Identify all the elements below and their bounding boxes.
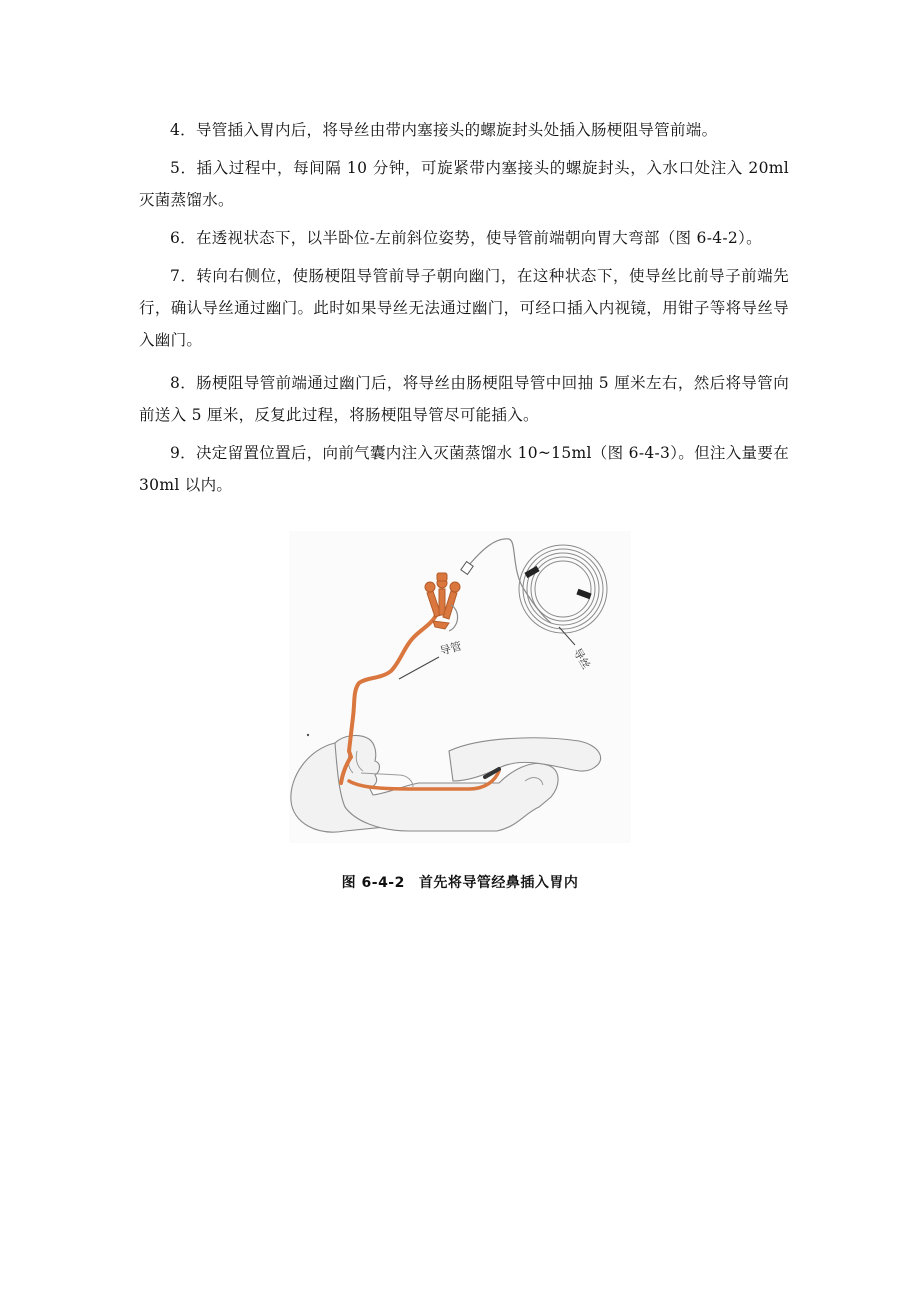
paragraph-step-4: 4．导管插入胃内后，将导丝由带内塞接头的螺旋封头处插入肠梗阻导管前端。 (170, 121, 718, 139)
figure-number: 图 6-4-2 (341, 875, 405, 891)
coil-clips (524, 566, 591, 599)
figure-caption-text: 首先将导管经鼻插入胃内 (418, 875, 579, 891)
stray-dot (307, 734, 309, 736)
catheter-label-leader (399, 657, 439, 679)
paragraph-step-6: 6．在透视状态下，以半卧位-左前斜位姿势，使导管前端朝向胃大弯部（图 6-4-2）。 (170, 229, 762, 247)
guidewire-coil-icon (519, 545, 607, 633)
patient-outline (291, 736, 601, 833)
figure-caption (0, 872, 920, 892)
guidewire-label-leader (559, 627, 575, 645)
paragraph-step-9: 9．决定留置位置后，向前气囊内注入灭菌蒸馏水 10~15ml（图 6-4-3）。但注入量要在 30ml 以内。 (139, 444, 789, 494)
paragraph-step-7: 7．转向右侧位，使肠梗阻导管前导子朝向幽门，在这种状态下，使导丝比前导子前端先行，确认导丝通过幽门。此时如果导丝无法通过幽门，可经口插入内视镜，用钳子等将导丝导入幽门。 (139, 267, 789, 349)
guidewire-plug (461, 562, 473, 575)
guidewire-label: 导丝 (570, 646, 593, 672)
figure-catheter-insertion (289, 531, 631, 843)
paragraph-step-5: 5．插入过程中，每间隔 10 分钟，可旋紧带内塞接头的螺旋封头，入水口处注入 20ml 灭菌蒸馏水。 (139, 159, 789, 209)
paragraph-step-8: 8．肠梗阻导管前端通过幽门后，将导丝由肠梗阻导管中回抽 5 厘米左右，然后将导管向前送入 5 厘米，反复此过程，将肠梗阻导管尽可能插入。 (139, 374, 789, 424)
catheter-label: 导管 (438, 639, 464, 658)
illustration-catheter-insertion (289, 531, 631, 843)
